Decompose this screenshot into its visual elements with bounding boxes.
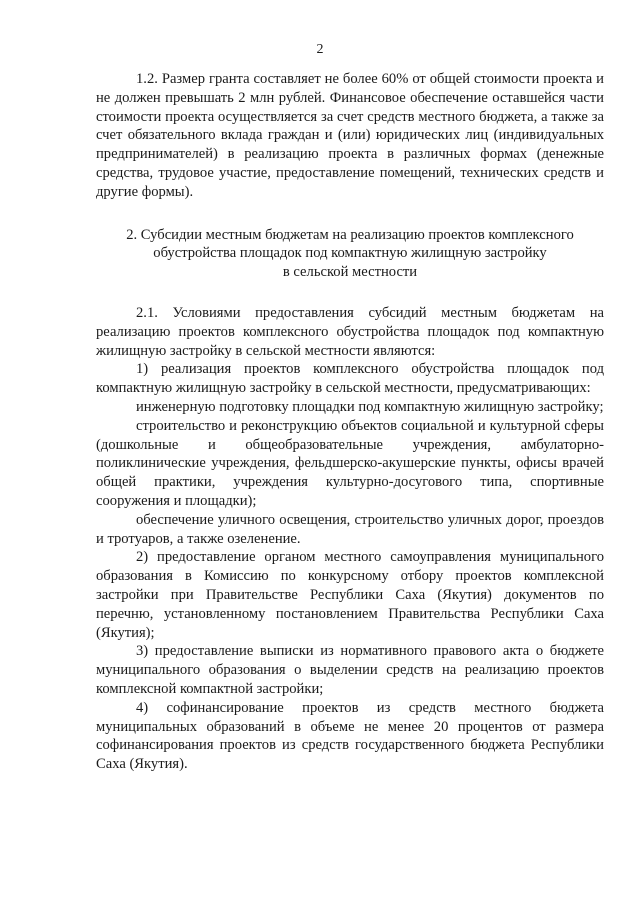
list-item-2: 2) предоставление органом местного самоуправления муниципального образования в Комиссию по конкурсному отбору проектов комплексной застройки при Правительстве Республики Саха (Якутия) документов по перечню, установленному постановлением Правительства Республики Саха (Якутия); xyxy=(96,549,604,641)
list-item-1-sub-3: обеспечение уличного освещения, строительство уличных дорог, проездов и тротуаров, а также озеленение. xyxy=(96,511,604,547)
list-item-1-sub-2: строительство и реконструкцию объектов социальной и культурной сферы (дошкольные и общеобразовательные учреждения, амбулаторно-поликлинические учреждения, фельдшерско-акушерские пункты, офисы врачей общей практики, учреждения культурно-досугового типа, спортивные сооружения и площадки); xyxy=(96,417,604,509)
paragraph-1-2: 1.2. Размер гранта составляет не более 60% от общей стоимости проекта и не должен превышать 2 млн рублей. Финансовое обеспечение оставшейся части стоимости проекта осуществляется за счет средств местного бюджета, а также за счет обязательного вклада граждан и (или) юридических лиц (индивидуальных предпринимателей) в реализацию проекта в различных формах (денежные средства, трудовое участие, предоставление помещений, технических средств и другие формы). xyxy=(96,71,604,200)
list-item-1: 1) реализация проектов комплексного обустройства площадок под компактную жилищную застройку в сельской местности, предусматривающих: xyxy=(96,361,604,397)
section-2-heading-line-3: в сельской местности xyxy=(282,264,418,281)
list-item-4: 4) софинансирование проектов из средств местного бюджета муниципальных образований в объеме не менее 20 процентов от размера софинансирования проектов из средств государственного бюджета Республики Саха (Якутия). xyxy=(96,699,604,773)
list-item-3: 3) предоставление выписки из нормативного правового акта о бюджете муниципального образования о выделении средств на реализацию проектов комплексной компактной застройки; xyxy=(96,643,604,697)
paragraph-2-1: 2.1. Условиями предоставления субсидий местным бюджетам на реализацию проектов комплексного обустройства площадок под компактную жилищную застройку в сельской местности являются: xyxy=(96,304,604,359)
section-2-heading-line-2: обустройства площадок под компактную жилищную застройку xyxy=(153,245,547,262)
section-2-heading xyxy=(96,226,604,282)
section-2-heading-line-1: 2. Субсидии местным бюджетам на реализацию проектов комплексного xyxy=(126,226,574,243)
document-body xyxy=(96,70,604,774)
page-number: 2 xyxy=(316,42,324,57)
list-item-1-sub-1: инженерную подготовку площадки под компактную жилищную застройку; xyxy=(136,398,604,415)
